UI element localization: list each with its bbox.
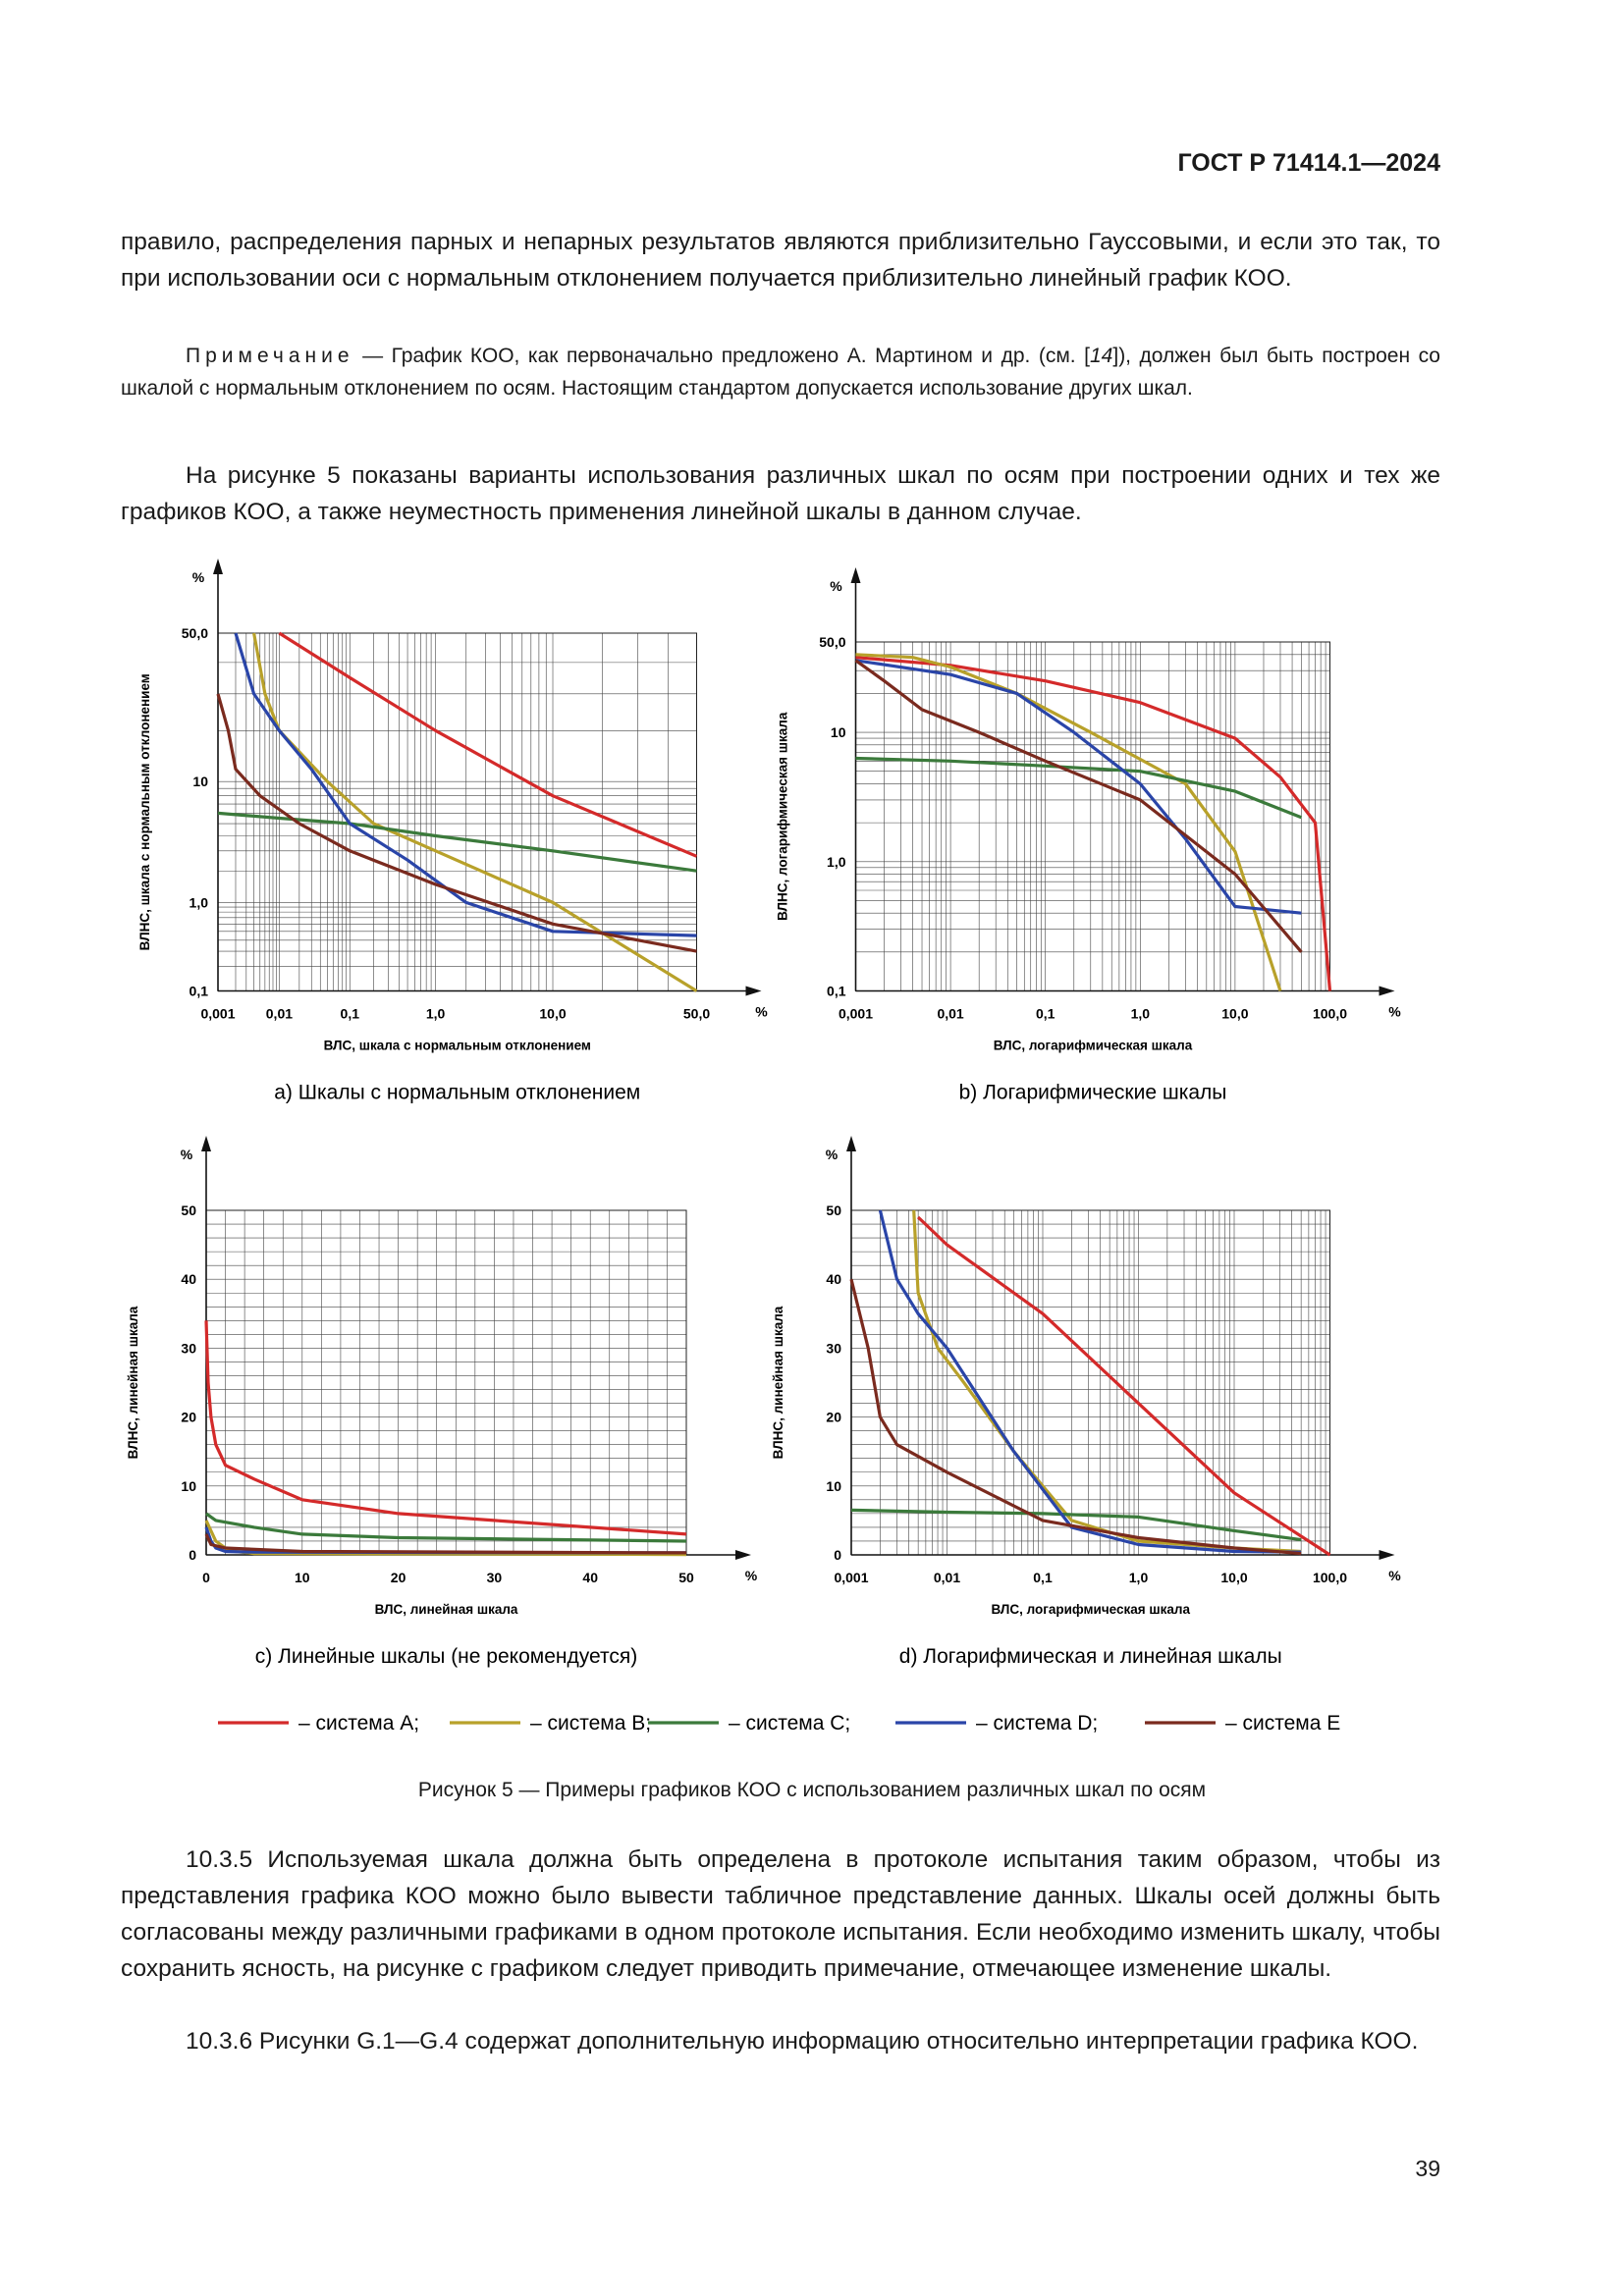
x-tick-label: 100,0 (1312, 1570, 1348, 1585)
series-line-e (856, 661, 1302, 952)
series-line-d (880, 1210, 1301, 1552)
section-10-3-5-paragraph: 10.3.5 Используемая шкала должна быть определена в протоколе испытания таким образом, чтобы из представления графика КОО можно было вывести табличное представление данных. Шкалы осей должны быть согласованы между различными графиками в одном протоколе испытания. Если необходимо изменить шкалу, чтобы сохранить ясность, на рисунке с графиком следует приводить примечание, отмечающее изменение шкалы. (121, 1846, 1440, 1982)
chart-panel-2 (776, 567, 1402, 1104)
plot-frame (856, 642, 1330, 991)
x-axis-title: ВЛС, шкала с нормальным отклонением (323, 1038, 591, 1053)
figure-caption: Рисунок 5 — Примеры графиков КОО с использованием различных шкал по осям (417, 1779, 1207, 1801)
y-axis-arrow (851, 567, 861, 583)
y-tick-label: 10 (192, 774, 208, 790)
y-tick-label: 20 (826, 1409, 841, 1425)
series-line-a (856, 658, 1330, 991)
plot-frame (851, 1210, 1330, 1555)
series-line-c (856, 759, 1302, 818)
note-label: Примечание (186, 345, 354, 367)
y-axis-arrow (213, 559, 223, 574)
y-axis-unit: % (191, 569, 205, 585)
y-tick-label: 40 (826, 1271, 841, 1288)
x-axis-title: ВЛС, логарифмическая шкала (993, 1038, 1193, 1053)
chart-grid (856, 642, 1330, 991)
legend-label: – система В; (530, 1712, 652, 1735)
x-axis-unit: % (744, 1568, 758, 1583)
panel-caption: d) Логарифмическая и линейная шкалы (898, 1645, 1282, 1668)
y-axis-unit: % (830, 578, 842, 594)
x-axis-unit: % (1388, 1003, 1401, 1020)
y-axis-unit: % (180, 1147, 193, 1162)
chart-panel-3 (126, 1136, 758, 1668)
y-tick-label: 40 (181, 1271, 196, 1288)
chart-grid (851, 1210, 1330, 1555)
chart-grid (206, 1210, 686, 1555)
figure-5 (98, 550, 1473, 1735)
x-tick-label: 1,0 (1128, 1570, 1149, 1585)
intro-paragraph-2: На рисунке 5 показаны варианты использования различных шкал по осям при построении одних и тех же графиков КОО, а также неуместность применения линейной шкалы в данном случае. (121, 462, 1440, 525)
x-tick-label: 40 (582, 1570, 598, 1585)
panel-caption: b) Логарифмические шкалы (958, 1081, 1227, 1104)
page-number: 39 (1415, 2156, 1440, 2181)
legend-label: – система С; (729, 1712, 851, 1735)
x-tick-label: 50,0 (682, 1005, 711, 1022)
x-axis-unit: % (755, 1003, 768, 1020)
x-tick-label: 1,0 (1130, 1005, 1151, 1022)
y-tick-label: 30 (826, 1340, 841, 1357)
y-tick-label: 50 (826, 1202, 841, 1218)
legend-label: – система А; (298, 1712, 420, 1735)
x-tick-label: 0,01 (937, 1005, 964, 1022)
note-paragraph (121, 340, 1440, 404)
y-axis-title: ВЛНС, логарифмическая шкала (775, 712, 790, 921)
series-line-c (218, 813, 697, 871)
x-axis-arrow (746, 987, 762, 996)
y-tick-label: 50 (181, 1202, 196, 1218)
y-axis-unit: % (825, 1147, 839, 1162)
y-axis-arrow (846, 1136, 856, 1151)
x-tick-label: 0,1 (1033, 1570, 1053, 1585)
chart-panel-4 (771, 1136, 1401, 1668)
y-tick-label: 0 (189, 1547, 196, 1563)
y-axis-title: ВЛНС, линейная шкала (771, 1306, 785, 1460)
x-tick-label: 0,01 (933, 1570, 961, 1585)
x-tick-label: 50 (678, 1570, 694, 1585)
figure-legend (218, 1712, 1340, 1735)
x-axis-title: ВЛС, логарифмическая шкала (991, 1602, 1191, 1617)
y-tick-label: 10 (181, 1477, 196, 1494)
note-text: — График КОО, как первоначально предложено А. Мартином и др. (см. [ (353, 345, 1090, 367)
x-axis-arrow (1380, 987, 1395, 996)
y-axis-arrow (201, 1136, 211, 1151)
x-tick-label: 0,1 (1035, 1005, 1056, 1022)
document-header: ГОСТ Р 71414.1—2024 (1177, 149, 1440, 177)
x-tick-label: 10,0 (1221, 1005, 1249, 1022)
intro-paragraph-1: правило, распределения парных и непарных результатов являются приблизительно Гауссовыми, и если это так, то при использовании оси с нормальным отклонением получается приблизительно линейный график КОО. (121, 229, 1440, 292)
y-tick-label: 0 (834, 1547, 841, 1563)
x-axis-arrow (1380, 1550, 1395, 1560)
x-tick-label: 1,0 (425, 1005, 446, 1022)
x-tick-label: 0,001 (200, 1005, 236, 1022)
x-tick-label: 100,0 (1312, 1005, 1348, 1022)
series-line-a (206, 1320, 686, 1534)
plot-frame (206, 1210, 686, 1555)
x-tick-label: 0,001 (838, 1005, 874, 1022)
y-tick-label: 10 (830, 724, 846, 741)
y-tick-label: 1,0 (189, 894, 208, 911)
x-tick-label: 10,0 (539, 1005, 567, 1022)
y-axis-title: ВЛНС, шкала с нормальным отклонением (137, 673, 152, 951)
x-tick-label: 0 (202, 1570, 210, 1585)
legend-label: – система D; (976, 1712, 1099, 1735)
x-axis-title: ВЛС, линейная шкала (374, 1602, 518, 1617)
y-tick-label: 0,1 (189, 983, 208, 999)
x-tick-label: 0,001 (834, 1570, 869, 1585)
x-tick-label: 0,1 (340, 1005, 360, 1022)
x-tick-label: 30 (486, 1570, 503, 1585)
panel-caption: с) Линейные шкалы (не рекомендуется) (254, 1645, 638, 1668)
x-tick-label: 10 (295, 1570, 310, 1585)
y-axis-title: ВЛНС, линейная шкала (126, 1306, 140, 1460)
y-tick-label: 10 (826, 1477, 841, 1494)
x-tick-label: 0,01 (265, 1005, 294, 1022)
y-tick-label: 30 (181, 1340, 196, 1357)
x-axis-arrow (735, 1550, 751, 1560)
note-reference: 14 (1090, 345, 1113, 367)
y-tick-label: 50,0 (181, 625, 208, 641)
y-tick-label: 0,1 (827, 983, 846, 999)
x-axis-unit: % (1388, 1568, 1401, 1583)
series-line-a (918, 1217, 1329, 1555)
y-tick-label: 1,0 (827, 853, 846, 870)
x-tick-label: 20 (390, 1570, 406, 1585)
chart-panel-1 (137, 559, 768, 1104)
x-tick-label: 10,0 (1220, 1570, 1248, 1585)
panel-caption: а) Шкалы с нормальным отклонением (274, 1081, 641, 1104)
y-tick-label: 50,0 (819, 634, 846, 650)
series-line-e (218, 694, 697, 951)
note-text-end: ]), должен был быть построен со шкалой с нормальным отклонением по осям. Настоящим стандартом допускается использование других шкал. (121, 345, 1440, 400)
legend-label: – система Е (1225, 1712, 1341, 1735)
section-10-3-6-paragraph: 10.3.6 Рисунки G.1—G.4 содержат дополнительную информацию относительно интерпретации графика КОО. (186, 2028, 1419, 2055)
y-tick-label: 20 (181, 1409, 196, 1425)
